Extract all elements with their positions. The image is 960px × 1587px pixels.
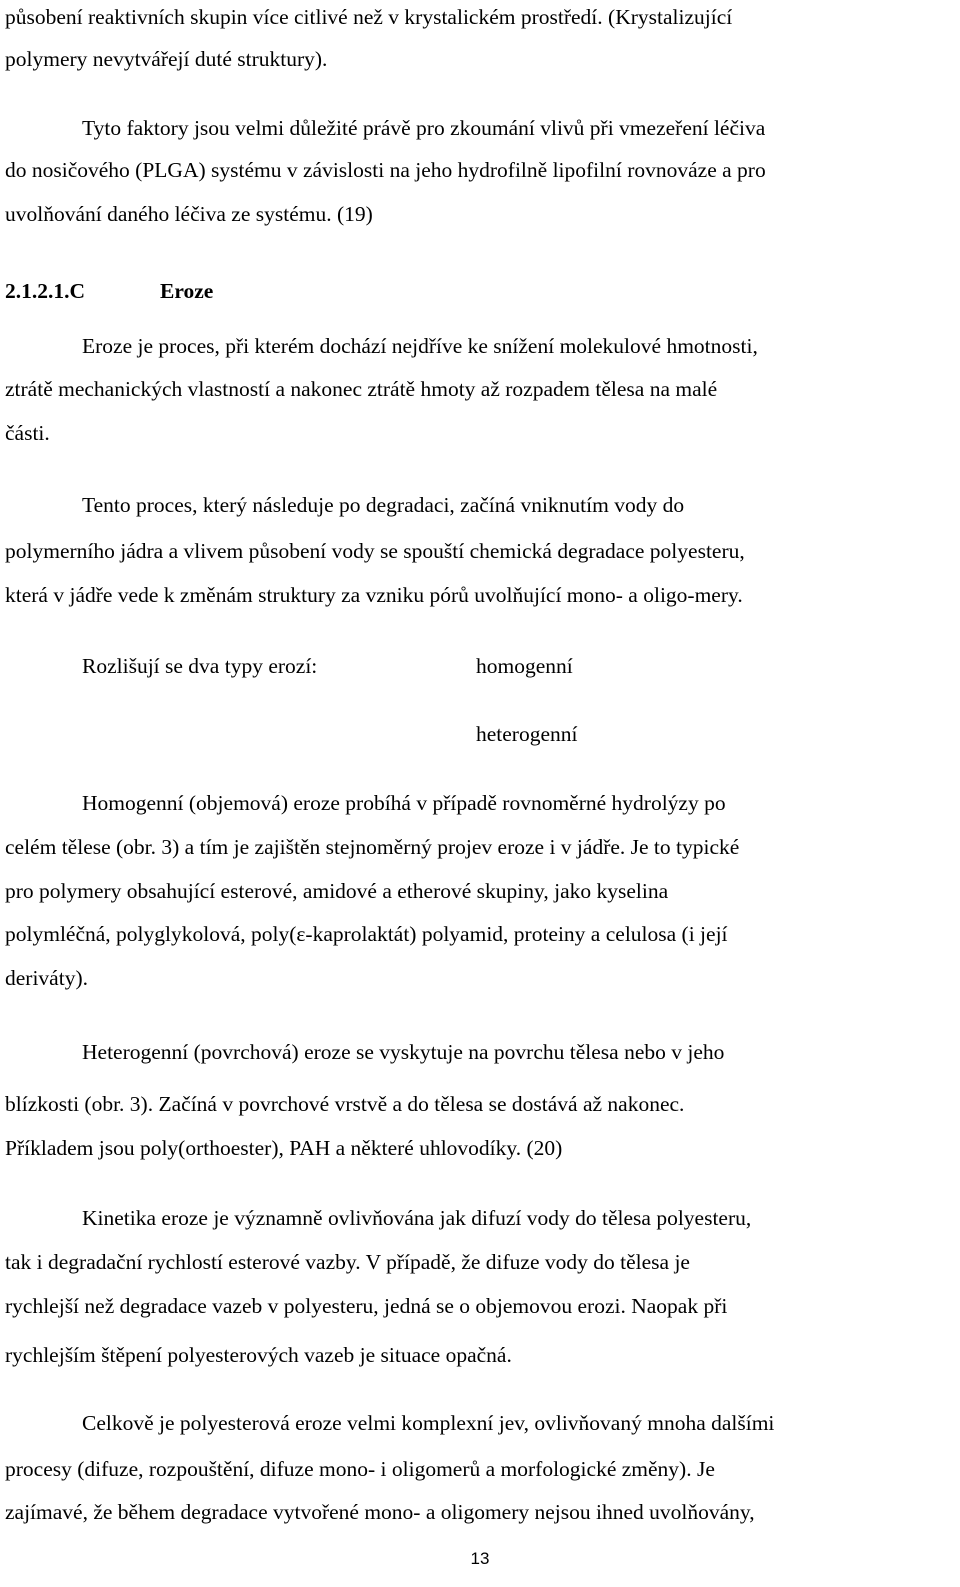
- paragraph-line: polymléčná, polyglykolová, poly(ε-kaprolaktát) polyamid, proteiny a celulosa (i její: [5, 922, 728, 946]
- erosion-types-label: Rozlišují se dva typy erozí:: [82, 654, 318, 678]
- paragraph-line: Homogenní (objemová) eroze probíhá v případě rovnoměrné hydrolýzy po: [82, 791, 726, 815]
- paragraph-line: části.: [5, 421, 50, 445]
- paragraph-line: blízkosti (obr. 3). Začíná v povrchové vrstvě a do tělesa se dostává až nakonec.: [5, 1092, 685, 1116]
- paragraph-line: polymerního jádra a vlivem působení vody se spouští chemická degradace polyesteru,: [5, 539, 745, 563]
- paragraph-line: uvolňování daného léčiva ze systému. (19): [5, 202, 373, 226]
- paragraph-line: do nosičového (PLGA) systému v závislosti na jeho hydrofilně lipofilní rovnováze a pro: [5, 158, 766, 182]
- paragraph-line: která v jádře vede k změnám struktury za vzniku pórů uvolňující mono- a oligo-mery.: [5, 583, 743, 607]
- paragraph-line: procesy (difuze, rozpouštění, difuze mono- i oligomerů a morfologické změny). Je: [5, 1457, 715, 1481]
- paragraph-line: Příkladem jsou poly(orthoester), PAH a některé uhlovodíky. (20): [5, 1136, 563, 1160]
- paragraph-line: ztrátě mechanických vlastností a nakonec ztrátě hmoty až rozpadem tělesa na malé: [5, 377, 718, 401]
- paragraph-line: pro polymery obsahující esterové, amidové a etherové skupiny, jako kyselina: [5, 879, 669, 903]
- paragraph-line: Celkově je polyesterová eroze velmi komplexní jev, ovlivňovaný mnoha dalšími: [82, 1411, 775, 1435]
- paragraph-line: Kinetika eroze je významně ovlivňována jak difuzí vody do tělesa polyesteru,: [82, 1206, 752, 1230]
- paragraph-line: deriváty).: [5, 966, 88, 990]
- erosion-type-heterogeneous: heterogenní: [476, 722, 578, 746]
- paragraph-line: Tento proces, který následuje po degradaci, začíná vniknutím vody do: [82, 493, 685, 517]
- paragraph-line: Heterogenní (povrchová) eroze se vyskytuje na povrchu tělesa nebo v jeho: [82, 1040, 725, 1064]
- erosion-type-homogeneous: homogenní: [476, 654, 573, 678]
- paragraph-line: polymery nevytvářejí duté struktury).: [5, 47, 328, 71]
- paragraph-line: celém tělese (obr. 3) a tím je zajištěn stejnoměrný projev eroze i v jádře. Je to typické: [5, 835, 740, 859]
- paragraph-line: rychlejším štěpení polyesterových vazeb je situace opačná.: [5, 1343, 512, 1367]
- page-number: 13: [470, 1549, 490, 1568]
- paragraph-line: zajímavé, že během degradace vytvořené mono- a oligomery nejsou ihned uvolňovány,: [5, 1500, 755, 1524]
- paragraph-line: rychlejší než degradace vazeb v polyesteru, jedná se o objemovou erozi. Naopak při: [5, 1294, 728, 1318]
- section-number: 2.1.2.1.C: [5, 279, 86, 303]
- section-title: Eroze: [160, 279, 214, 303]
- paragraph-line: Eroze je proces, při kterém dochází nejdříve ke snížení molekulové hmotnosti,: [82, 334, 758, 358]
- paragraph-line: působení reaktivních skupin více citlivé než v krystalickém prostředí. (Krystalizující: [5, 5, 733, 29]
- paragraph-line: tak i degradační rychlostí esterové vazby. V případě, že difuze vody do tělesa je: [5, 1250, 690, 1274]
- paragraph-line: Tyto faktory jsou velmi důležité právě pro zkoumání vlivů při vmezeření léčiva: [82, 116, 766, 140]
